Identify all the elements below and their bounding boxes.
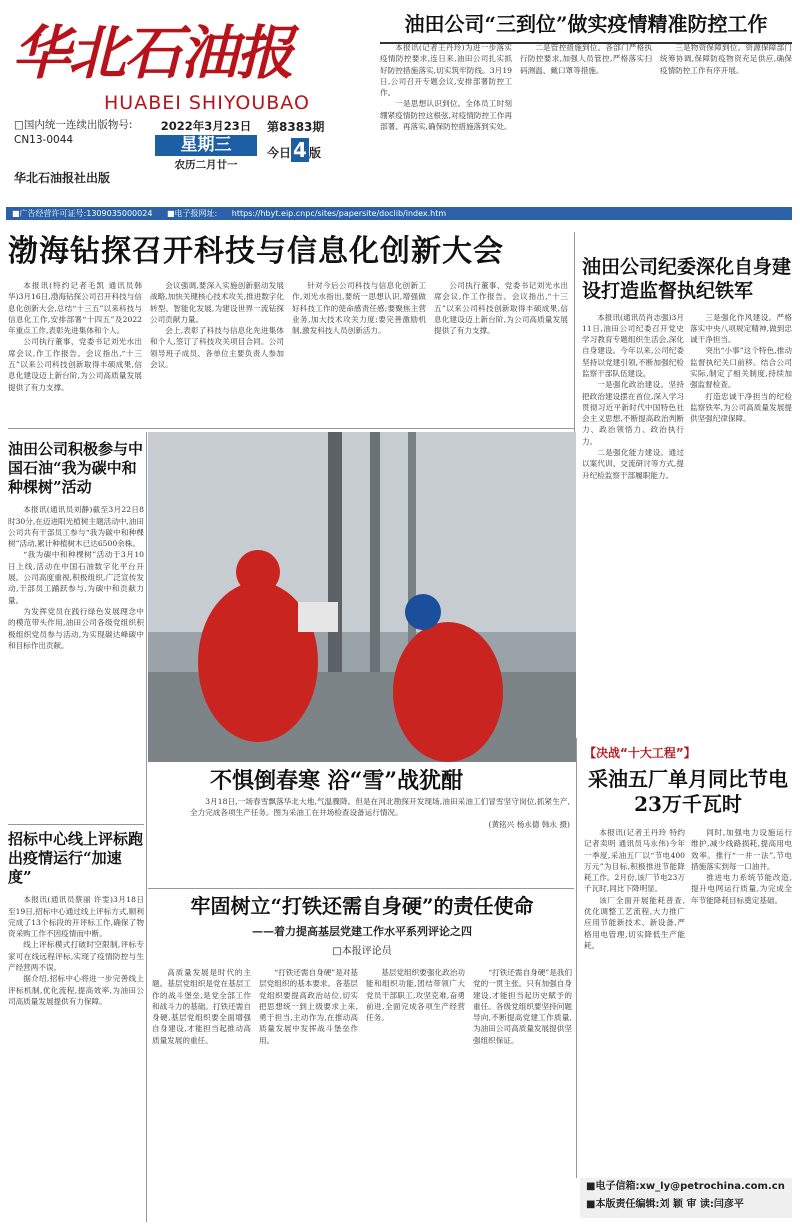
photo-caption: 3月18日,一场春雪飘落华北大地,气温骤降。但是在河北勘探开发现场,油田采油工们冒雪坚守岗位,抓紧生产,全力完成各项生产任务。图为采油工在井场检查设备运行情况。 (黄铭兴 杨永德 韩永 摄) xyxy=(190,797,570,829)
top-right-headline[interactable]: 油田公司“三到位”做实疫情精准防控工作 xyxy=(380,10,792,44)
footer-info xyxy=(580,1178,792,1218)
commentary-subtitle: ——着力提高基层党建工作水平系列评论之四 xyxy=(252,925,472,938)
epaper-link[interactable]: https://hbyt.eip.cnpc/sites/papersite/doclib/index.htm xyxy=(231,209,447,218)
oil-rig-photo xyxy=(148,432,576,762)
commentary-headline[interactable]: 牢固树立“打铁还需自身硬”的责任使命 xyxy=(190,894,534,918)
lead-body: 本报讯(特约记者毛凯 通讯员韩华)3月16日,渤海钻探公司召开科技与信息化创新大会,总结“十三五”以来科技与信息化工作,安排部署“十四五”及2022年重点工作,表彰先进集体和个人。 公司执行董事、党委书记刘光水出席会议,作工作报告。会议指出,“十三五”以来公司科技创新取得丰硕成果,信息化建设迈上新台阶,为公司高质量发展提供了有力支撑。 会议强调,要深入实施创新驱动发展战略,加快关键核心技术攻关,推进数字化转型、智能化发展,为建设世界一流钻探公司贡献力量。 会上,表彰了科技与信息化先进集体和个人,签订了科技攻关项目合同。公司领导班子成员、各单位主要负责人参加会议。 针对今后公司科技与信息化创新工作,刘光水指出,要统一思想认识,增强做好科技工作的使命感责任感;要聚焦主营业务,加大技术攻关力度;要完善激励机制,激发科技人员创新活力。 公司执行董事、党委书记刘光水出席会议,作工作报告。会议指出,“十三五”以来公司科技创新取得丰硕成果,信息化建设迈上新台阶,为公司高质量发展提供了有力支撑。 xyxy=(8,281,568,392)
left-article-3: 招标中心线上评标跑出疫情运行“加速度” 本报讯(通讯员蔡丽 许雯)3月18日至19日,招标中心通过线上评标方式,顺利完成了13个标段的开评标工作,确保了物资采购工作不因疫情而中断。 线上评标模式打破时空限制,评标专家可在线远程评标,实现了疫情防控与生产经营两不误。 据介绍,招标中心将进一步完善线上评标机制,优化流程,提高效率,为油田公司高质量发展提供有力保障。 xyxy=(8,830,144,1006)
weekday: 星期三 xyxy=(155,135,257,156)
photo-credit: (黄铭兴 杨永德 韩永 摄) xyxy=(488,819,570,829)
right-article-1: 油田公司纪委深化自身建设打造监督执纪铁军 本报讯(通讯员肖志强)3月11日,油田公司纪委召开党史学习教育专题组织生活会,深化自身建设。今年以来,公司纪委坚持以党建引领,不断加强纪检监察干部队伍建设。 一是强化政治建设。坚持把政治建设摆在首位,深入学习贯彻习近平新时代中国特色社会主义思想,不断提高政治判断力、政治领悟力、政治执行力。 二是强化能力建设。通过以案代训、交流研讨等方式,提升纪检监察干部履职能力。 三是强化作风建设。严格落实中央八项规定精神,做到忠诚干净担当。 突出“小事”这个特色,推动监督执纪关口前移。结合公司实际,制定了相关制度,持续加强监督检查。 打造忠诚干净担当的纪检监察铁军,为公司高质量发展提供坚强纪律保障。 xyxy=(582,256,792,480)
cn-number: □国内统一连续出版物号: CN13-0044 xyxy=(14,119,133,146)
decisive-headline[interactable]: 采油五厂单月同比节电23万千瓦时 xyxy=(588,767,788,816)
left2-headline[interactable]: 油田公司积极参与中国石油“我为碳中和种棵树”活动 xyxy=(8,440,144,496)
lead-headline[interactable]: 渤海钻探召开科技与信息化创新大会 xyxy=(8,234,504,269)
ad-license: ■广告经营许可证号:1309035000024 xyxy=(12,209,153,218)
top-right-body: 本报讯(记者王丹玲)为进一步落实疫情防控要求,连日来,油田公司扎实抓好防控措施落实,切实筑牢防线。3月19日,公司召开专题会议,安排部署防控工作。 一是思想认识到位。全体员工时刻绷紧疫情防控这根弦,对疫情防控工作再部署、再落实,确保防控措施落到实处。 二是管控措施到位。各部门严格执行防控要求,加强人员管控,严格落实扫码测温、戴口罩等措施。 三是物资保障到位。资源保障部门统筹协调,保障防疫物资充足供应,确保疫情防控工作有序开展。 xyxy=(380,43,792,132)
left3-headline[interactable]: 招标中心线上评标跑出疫情运行“加速度” xyxy=(8,830,144,886)
footer-email[interactable]: ■电子信箱:xw_ly@petrochina.com.cn xyxy=(586,1181,785,1192)
photo-caption-title[interactable]: 不惧倒春寒 浴“雪”战犹酣 xyxy=(210,768,463,794)
left-article-2: 油田公司积极参与中国石油“我为碳中和种棵树”活动 本报讯(通讯员刘静)截至3月22日8时30分,在迈进阳光植树主题活动中,油田公司共有干部员工参与“我为碳中和种棵树”活动,累计种植树木已达6500余株。 “我为碳中和种棵树”活动于3月10日上线,活动在中国石油数字化平台开展。公司高度重视,积极组织,广泛宣传发动,干部员工踊跃参与,为碳中和贡献力量。 为发挥党员在践行绿色发展理念中的模范带头作用,油田公司各级党组织积极组织党员参与活动,为实现碳达峰碳中和目标作出贡献。 xyxy=(8,440,144,650)
newspaper-title: 华北石油报 xyxy=(12,19,293,87)
footer-editors: ■本版责任编辑:刘 颖 审 读:闫彦平 xyxy=(586,1199,744,1210)
commentary-byline: □本报评论员 xyxy=(332,946,392,957)
newspaper-pinyin: HUABEI SHIYOUBAO xyxy=(104,92,310,114)
section-tag: 【决战“十大工程”】 xyxy=(584,746,696,760)
lunar-date: 农历二月廿一 xyxy=(174,159,238,171)
date-box xyxy=(151,118,261,171)
issue-number: 第8383期 xyxy=(267,120,325,134)
page-count: 今日 4 版 xyxy=(267,138,321,162)
top-right-article xyxy=(380,6,792,44)
news-photo xyxy=(148,432,576,762)
info-bar xyxy=(6,207,792,220)
epaper-label: ■电子报网址: xyxy=(166,209,218,218)
masthead-info xyxy=(14,118,370,171)
decisive-article: 【决战“十大工程”】 采油五厂单月同比节电23万千瓦时 本报讯(记者王丹玲 特约记者卖明 通讯员马永伟)今年一季度,采油五厂以“节电400万元”为目标,积极推进节能降耗工作。2月份,该厂节电23万千瓦时,同比下降明显。 该厂全面开展能耗普查,优化调整工艺流程,大力推广应用节能新技术、新设备,严格用电管理,切实降低生产能耗。 同时,加强电力设施运行维护,减少线路损耗,提高用电效率。推行“一井一法”,节电措施落实到每一口油井。 推进电力系统节能改造,提升电网运行质量,为完成全年节能降耗目标奠定基础。 xyxy=(584,746,792,950)
date: 2022年3月23日 xyxy=(160,119,252,133)
masthead xyxy=(8,6,376,232)
right1-headline[interactable]: 油田公司纪委深化自身建设打造监督执纪铁军 xyxy=(582,256,792,302)
publisher: 华北石油报社出版 xyxy=(14,171,111,185)
commentary: 牢固树立“打铁还需自身硬”的责任使命 ——着力提高基层党建工作水平系列评论之四 □本报评论员 高质量发展是时代的主题。基层党组织是党在基层工作的战斗堡垒,是党全部工作和战斗力的基础。打铁还需自身硬,基层党组织要全面增强自身建设,才能担当起推动高质量发展的重任。 “打铁还需自身硬”是对基层党组织的基本要求。各基层党组织要提高政治站位,切实把思想统一到上级要求上来,勇于担当,主动作为,在推动高质量发展中发挥战斗堡垒作用。 基层党组织要强化政治功能和组织功能,团结带领广大党员干部职工,攻坚克难,奋勇前进,全面完成各项生产经营任务。 “打铁还需自身硬”是我们党的一贯主张。只有加强自身建设,才能担当起历史赋予的重任。各级党组织要坚持问题导向,不断提高党建工作质量,为油田公司高质量发展提供坚强组织保证。 xyxy=(152,894,572,1045)
